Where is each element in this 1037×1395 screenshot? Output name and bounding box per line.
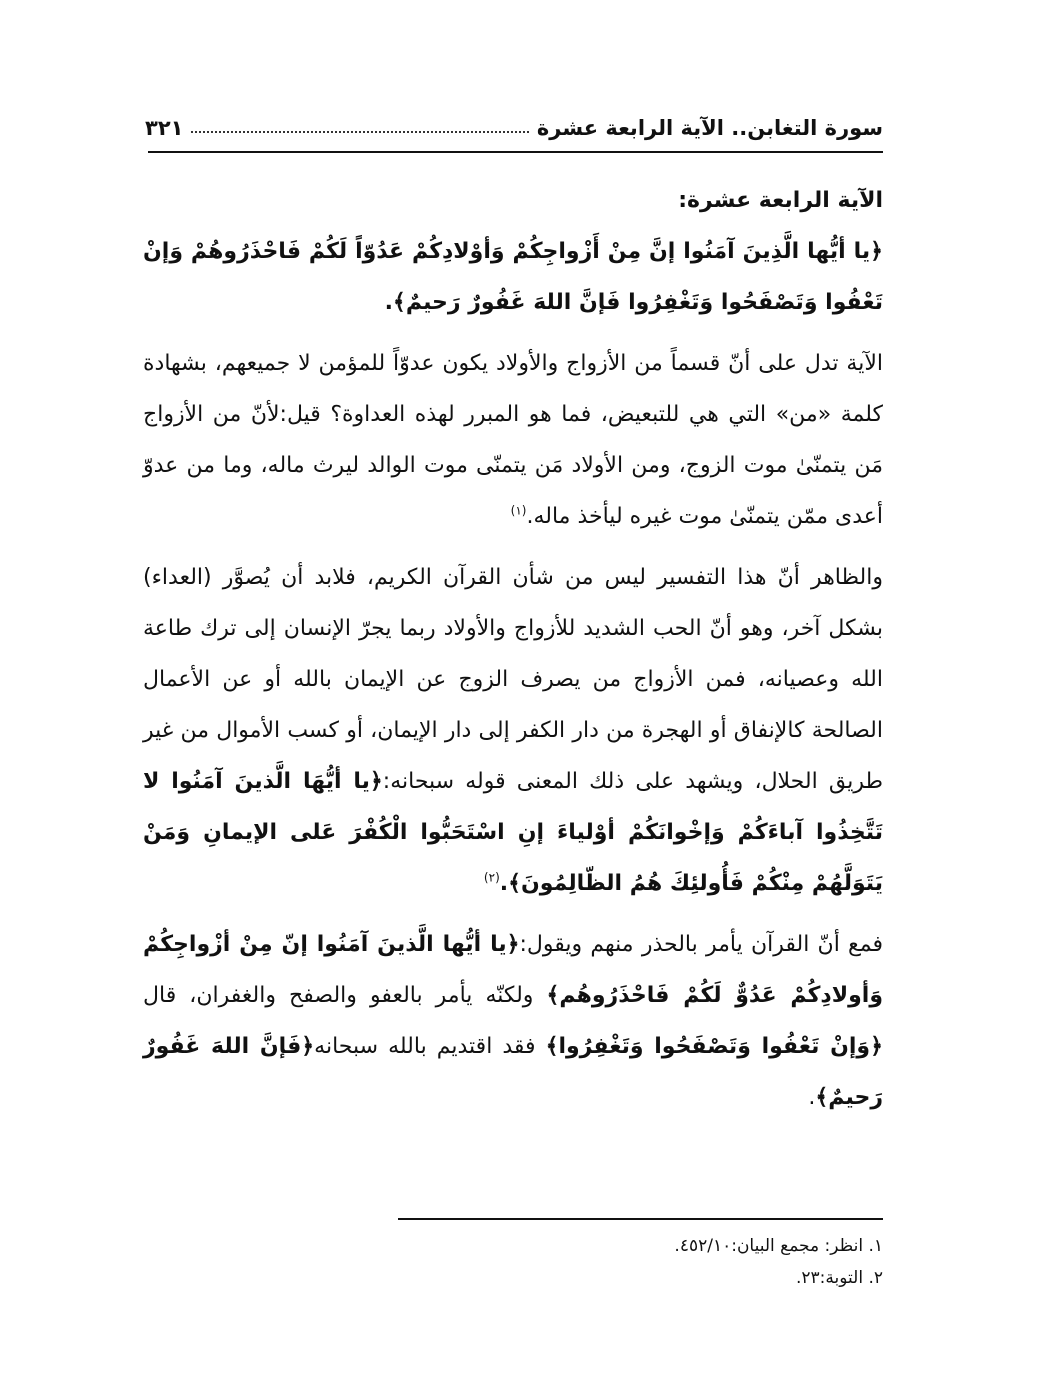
paragraph-3-text-2: ولكنّه يأمر بالعفو والصفح والغفران، قال bbox=[143, 983, 547, 1008]
paragraph-3-verse-3: ﴿فَإنَّ اللهَ غَفُورٌ رَحيمٌ﴾ bbox=[143, 1034, 883, 1110]
paragraph-3-text-3: فقد اقتديم بالله سبحانه bbox=[314, 1034, 546, 1059]
footnote-ref-2: (٢) bbox=[483, 870, 500, 885]
running-header bbox=[145, 100, 883, 140]
footnote-rule bbox=[398, 1218, 883, 1220]
main-verse: ﴿يا أيُّها الَّذِينَ آمَنُوا إنَّ مِنْ أَزْواجِكُمْ وَأوْلادِكُمْ عَدُوّاً لَكُمْ فَاحْذَرُوهُمْ وَإنْ تَعْفُوا وَتَصْفَحُوا وَتَغْفِرُوا فَإنَّ اللهَ غَفُورٌ رَحيمٌ﴾. bbox=[143, 239, 883, 315]
header-rule bbox=[148, 151, 883, 153]
paragraph-3-verse-2: ﴿وَإنْ تَعْفُوا وَتَصْفَحُوا وَتَغْفِرُوا﴾ bbox=[545, 1034, 883, 1059]
footnote-ref-1: (١) bbox=[510, 503, 527, 518]
footnote-2: ٢. التوبة:٢٣. bbox=[795, 1268, 883, 1288]
footnote-1: ١. انظر: مجمع البيان:٤٥٢/١٠. bbox=[674, 1236, 883, 1256]
paragraph-3-text-1: فمع أنّ القرآن يأمر بالحذر منهم ويقول: bbox=[519, 932, 883, 957]
paragraph-1 bbox=[143, 338, 883, 542]
page-body bbox=[143, 175, 883, 1123]
section-heading: الآية الرابعة عشرة: bbox=[678, 188, 883, 213]
paragraph-2-verse: ﴿يا أيُّهَا الَّذينَ آمَنُوا لا تَتَّخِذُوا آباءَكُمْ وَإخْوانَكُمْ أوْلياءَ إنِ اسْتَحَبُّوا الْكُفْرَ عَلى الإيمانِ وَمَنْ يَتَوَلَّهُمْ مِنْكُمْ فَأُولئِكَ هُمُ الظّالِمُونَ﴾. bbox=[143, 769, 883, 896]
header-title: سورة التغابن.. الآية الرابعة عشرة bbox=[536, 116, 883, 140]
paragraph-1-text: الآية تدل على أنّ قسماً من الأزواج والأولاد يكون عدوّاً للمؤمن لا جميعهم، بشهادة كلمة «من» التي هي للتبعيض، فما هو المبرر لهذه العداوة؟ قيل:لأنّ من الأزواج مَن يتمنّىٰ موت الزوج، ومن الأولاد مَن يتمنّى موت الوالد ليرث ماله، وما من عدوّ أعدى ممّن يتمنّىٰ موت غيره ليأخذ ماله. bbox=[143, 351, 883, 529]
paragraph-2-text: والظاهر أنّ هذا التفسير ليس من شأن القرآن الكريم، فلابد أن يُصوَّر (العداء) بشكل آخر، وهو أنّ الحب الشديد للأزواج والأولاد ربما يجرّ الإنسان إلى ترك طاعة الله وعصيانه، فمن الأزواج من يصرف الزوج عن الإيمان بالله أو عن الأعمال الصالحة كالإنفاق أو الهجرة من دار الكفر إلى دار الإيمان، أو كسب الأموال من غير طريق الحلال، ويشهد على ذلك المعنى قوله سبحانه: bbox=[143, 565, 883, 794]
footnotes bbox=[500, 1230, 883, 1294]
page-number: ٣٢١ bbox=[145, 116, 184, 140]
paragraph-3-verse-1: ﴿يا أيُّها الَّذينَ آمَنُوا إنّ مِنْ أزْواجِكُمْ وَأولادِكُمْ عَدُوٌّ لَكُمْ فَاحْذَرُوهُم﴾ bbox=[143, 932, 883, 1008]
paragraph-3-text-4: . bbox=[808, 1085, 816, 1110]
paragraph-2 bbox=[143, 552, 883, 909]
paragraph-3 bbox=[143, 919, 883, 1123]
header-dot-leader bbox=[191, 131, 528, 133]
